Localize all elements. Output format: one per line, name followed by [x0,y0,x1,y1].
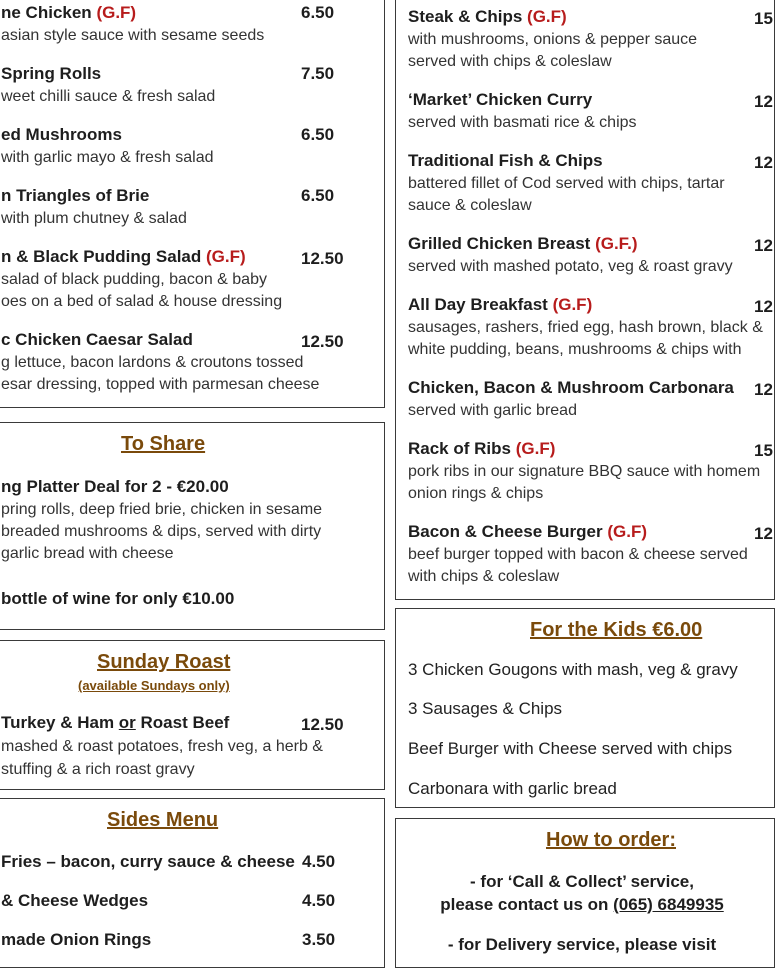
to-share-heading: To Share [121,433,206,455]
menu-item-desc: onion rings & chips [408,485,544,502]
menu-item-price: 12 [754,92,773,111]
platter-deal-desc: pring rolls, deep fried brie, chicken in sesame [1,501,323,518]
menu-item-desc: with plum chutney & salad [1,210,187,227]
platter-deal-desc: breaded mushrooms & dips, served with dirty [1,523,322,540]
menu-item-name: n Triangles of Brie [1,186,150,205]
sides-panel [0,798,385,968]
menu-item-price: 12.50 [301,249,344,268]
menu-item-desc: with mushrooms, onions & pepper sauce [408,31,698,48]
menu-item-name: Rack of Ribs (G.F) [408,439,556,458]
menu-item-desc: pork ribs in our signature BBQ sauce with homem [408,463,761,480]
delivery-line: - for Delivery service, please visit [447,935,717,954]
menu-item-price: 6.50 [301,125,335,144]
menu-item-desc: oes on a bed of salad & house dressing [1,293,283,310]
menu-item-desc: served with chips & coleslaw [408,53,612,70]
menu-item-name: Steak & Chips (G.F) [408,7,567,26]
kids-item: 3 Chicken Gougons with mash, veg & gravy [408,660,738,679]
menu-item-desc: served with basmati rice & chips [408,114,637,131]
side-item-price: 4.50 [302,891,336,910]
sides-heading: Sides Menu [107,809,219,831]
menu-item-price: 15 [754,9,773,28]
roast-item-price: 12.50 [301,715,344,734]
how-to-order-panel [395,818,775,968]
menu-item-name: ed Mushrooms [1,125,122,144]
menu-item-price: 12 [754,524,773,543]
menu-item-name: Chicken, Bacon & Mushroom Carbonara [408,378,734,397]
menu-item-desc: white pudding, beans, mushrooms & chips with [408,341,742,358]
side-item-name: & Cheese Wedges [1,891,149,910]
platter-deal-desc: garlic bread with cheese [1,545,174,562]
menu-item-name: c Chicken Caesar Salad [1,330,193,349]
menu-item-name: Spring Rolls [1,64,102,83]
kids-item: 3 Sausages & Chips [408,699,563,718]
menu-item-price: 6.50 [301,186,335,205]
menu-item-name: Traditional Fish & Chips [408,151,603,170]
menu-item-name: Grilled Chicken Breast (G.F.) [408,234,638,253]
call-collect-line: - for ‘Call & Collect’ service, [470,872,694,891]
menu-item-desc: salad of black pudding, bacon & baby [1,271,267,288]
kids-item: Beef Burger with Cheese served with chips [408,739,733,758]
phone-number[interactable]: (065) 6849935 [613,895,724,914]
sunday-roast-panel [0,640,385,790]
menu-item-price: 6.50 [301,3,335,22]
menu-item-desc: served with garlic bread [408,402,577,419]
contact-line: please contact us on (065) 6849935 [440,895,724,914]
platter-deal-title: ng Platter Deal for 2 - €20.00 [1,477,229,496]
side-item-price: 3.50 [302,930,336,949]
menu-item-desc: served with mashed potato, veg & roast gravy [408,258,733,275]
roast-item-desc: stuffing & a rich roast gravy [1,761,195,778]
menu-item-price: 12 [754,153,773,172]
starters-panel [0,0,385,408]
side-item-name: made Onion Rings [1,930,152,949]
menu-item-desc: sauce & coleslaw [408,197,532,214]
menu-item-price: 12 [754,236,773,255]
menu-item-price: 7.50 [301,64,335,83]
menu-item-price: 15 [754,441,773,460]
kids-heading: For the Kids €6.00 [530,619,703,641]
menu-item-price: 12 [754,297,773,316]
menu-item-desc: g lettuce, bacon lardons & croutons tossed [1,354,304,371]
kids-panel [395,608,775,808]
to-share-panel [0,422,385,630]
side-item-name: Fries – bacon, curry sauce & cheese [1,852,295,871]
menu-item-desc: weet chilli sauce & fresh salad [1,88,216,105]
menu-item-name: ‘Market’ Chicken Curry [408,90,593,109]
menu-item-name: ne Chicken (G.F) [1,3,137,22]
kids-item: Carbonara with garlic bread [408,779,617,798]
mains-panel [395,0,775,600]
menu-item-price: 12 [754,380,773,399]
menu-item-price: 12.50 [301,332,344,351]
roast-item-name: Turkey & Ham or Roast Beef [1,713,230,732]
menu-item-name: n & Black Pudding Salad (G.F) [1,247,246,266]
menu-item-desc: beef burger topped with bacon & cheese served [408,546,748,563]
menu-item-desc: with chips & coleslaw [408,568,560,585]
menu-item-desc: battered fillet of Cod served with chips, tartar [408,175,725,192]
sunday-roast-note: (available Sundays only) [78,678,230,693]
how-to-order-heading: How to order: [546,829,676,851]
roast-item-desc: mashed & roast potatoes, fresh veg, a herb & [1,738,323,755]
menu-item-desc: esar dressing, topped with parmesan cheese [1,376,320,393]
menu-item-desc: with garlic mayo & fresh salad [1,149,214,166]
menu-item-name: Bacon & Cheese Burger (G.F) [408,522,648,541]
menu-item-name: All Day Breakfast (G.F) [408,295,593,314]
sunday-roast-heading: Sunday Roast [97,651,231,673]
wine-offer: bottle of wine for only €10.00 [1,589,235,608]
menu-item-desc: asian style sauce with sesame seeds [1,27,265,44]
side-item-price: 4.50 [302,852,336,871]
menu-item-desc: sausages, rashers, fried egg, hash brown, black & [408,319,763,336]
